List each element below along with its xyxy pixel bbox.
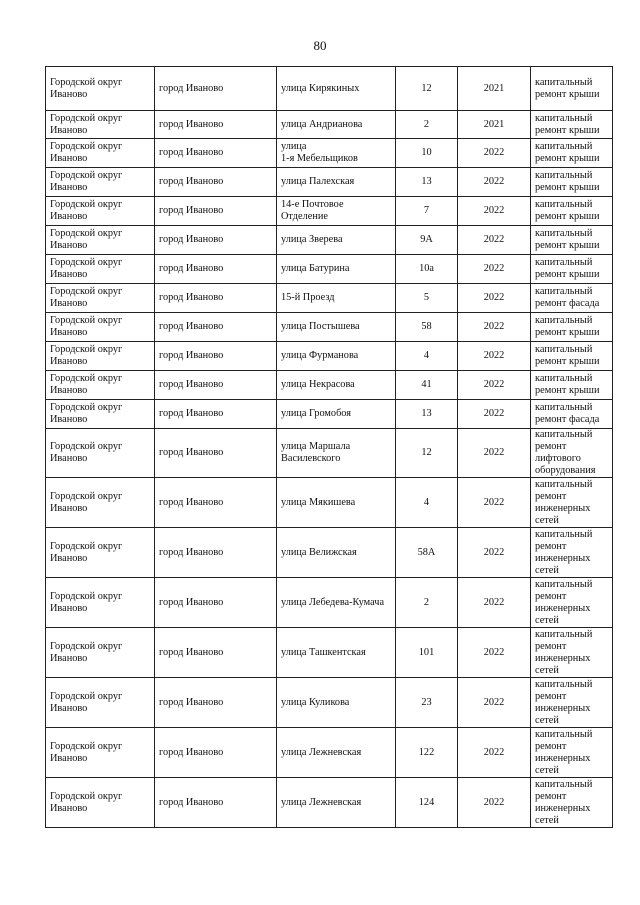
cell-street: улица Маршала Василевского <box>277 429 396 478</box>
cell-okrug: Городской округ Иваново <box>46 139 155 168</box>
cell-street: улица 1-я Мебельщиков <box>277 139 396 168</box>
cell-city: город Иваново <box>155 578 277 628</box>
cell-house: 10а <box>396 255 458 284</box>
cell-house: 5 <box>396 284 458 313</box>
table-row <box>46 628 613 678</box>
table-body <box>46 67 613 828</box>
cell-okrug: Городской округ Иваново <box>46 371 155 400</box>
cell-house: 23 <box>396 678 458 728</box>
cell-house: 2 <box>396 578 458 628</box>
table-row <box>46 111 613 139</box>
cell-work-type: капитальный ремонт крыши <box>531 139 613 168</box>
cell-house: 12 <box>396 429 458 478</box>
cell-work-type: капитальный ремонт крыши <box>531 168 613 197</box>
cell-house: 4 <box>396 478 458 528</box>
cell-house: 12 <box>396 67 458 111</box>
cell-street: улица Андрианова <box>277 111 396 139</box>
cell-work-type: капитальный ремонт крыши <box>531 197 613 226</box>
table-row <box>46 313 613 342</box>
cell-street: улица Куликова <box>277 678 396 728</box>
cell-year: 2022 <box>458 678 531 728</box>
cell-city: город Иваново <box>155 255 277 284</box>
table-row <box>46 400 613 429</box>
table-row <box>46 728 613 778</box>
cell-okrug: Городской округ Иваново <box>46 528 155 578</box>
table-row <box>46 168 613 197</box>
cell-work-type: капитальный ремонт инженерных сетей <box>531 628 613 678</box>
cell-street: улица Лежневская <box>277 778 396 828</box>
cell-city: город Иваново <box>155 400 277 429</box>
cell-city: город Иваново <box>155 111 277 139</box>
cell-year: 2022 <box>458 478 531 528</box>
cell-city: город Иваново <box>155 313 277 342</box>
table-row <box>46 678 613 728</box>
cell-street: улица Велижская <box>277 528 396 578</box>
cell-year: 2022 <box>458 255 531 284</box>
cell-year: 2022 <box>458 226 531 255</box>
table-row <box>46 578 613 628</box>
cell-year: 2022 <box>458 429 531 478</box>
table-row <box>46 255 613 284</box>
cell-work-type: капитальный ремонт крыши <box>531 342 613 371</box>
cell-city: город Иваново <box>155 67 277 111</box>
cell-city: город Иваново <box>155 371 277 400</box>
cell-city: город Иваново <box>155 197 277 226</box>
cell-street: 15-й Проезд <box>277 284 396 313</box>
cell-okrug: Городской округ Иваново <box>46 197 155 226</box>
cell-street: улица Постышева <box>277 313 396 342</box>
cell-year: 2022 <box>458 400 531 429</box>
cell-year: 2022 <box>458 313 531 342</box>
table-row <box>46 528 613 578</box>
cell-city: город Иваново <box>155 778 277 828</box>
cell-city: город Иваново <box>155 342 277 371</box>
cell-okrug: Городской округ Иваново <box>46 226 155 255</box>
cell-street: улица Лежневская <box>277 728 396 778</box>
cell-city: город Иваново <box>155 429 277 478</box>
cell-work-type: капитальный ремонт инженерных сетей <box>531 578 613 628</box>
repair-registry-table <box>45 66 613 828</box>
cell-city: город Иваново <box>155 628 277 678</box>
cell-year: 2022 <box>458 628 531 678</box>
cell-work-type: капитальный ремонт крыши <box>531 226 613 255</box>
cell-street: улица Батурина <box>277 255 396 284</box>
cell-year: 2022 <box>458 371 531 400</box>
cell-house: 101 <box>396 628 458 678</box>
cell-street: улица Лебедева-Кумача <box>277 578 396 628</box>
cell-okrug: Городской округ Иваново <box>46 342 155 371</box>
cell-work-type: капитальный ремонт инженерных сетей <box>531 778 613 828</box>
cell-work-type: капитальный ремонт фасада <box>531 400 613 429</box>
table-row <box>46 429 613 478</box>
cell-year: 2022 <box>458 728 531 778</box>
cell-street: улица Кирякиных <box>277 67 396 111</box>
cell-work-type: капитальный ремонт крыши <box>531 255 613 284</box>
cell-street: улица Некрасова <box>277 371 396 400</box>
cell-okrug: Городской округ Иваново <box>46 778 155 828</box>
cell-okrug: Городской округ Иваново <box>46 429 155 478</box>
cell-house: 9А <box>396 226 458 255</box>
table-row <box>46 778 613 828</box>
table-row <box>46 139 613 168</box>
cell-year: 2022 <box>458 284 531 313</box>
cell-house: 13 <box>396 400 458 429</box>
cell-house: 58А <box>396 528 458 578</box>
cell-year: 2022 <box>458 139 531 168</box>
cell-city: город Иваново <box>155 139 277 168</box>
cell-work-type: капитальный ремонт крыши <box>531 371 613 400</box>
cell-house: 122 <box>396 728 458 778</box>
cell-house: 4 <box>396 342 458 371</box>
cell-street: улица Ташкентская <box>277 628 396 678</box>
cell-house: 7 <box>396 197 458 226</box>
cell-okrug: Городской округ Иваново <box>46 255 155 284</box>
cell-okrug: Городской округ Иваново <box>46 678 155 728</box>
cell-okrug: Городской округ Иваново <box>46 284 155 313</box>
cell-city: город Иваново <box>155 728 277 778</box>
cell-okrug: Городской округ Иваново <box>46 578 155 628</box>
cell-house: 58 <box>396 313 458 342</box>
table-row <box>46 226 613 255</box>
cell-city: город Иваново <box>155 678 277 728</box>
cell-street: улица Фурманова <box>277 342 396 371</box>
cell-work-type: капитальный ремонт фасада <box>531 284 613 313</box>
cell-work-type: капитальный ремонт крыши <box>531 313 613 342</box>
cell-year: 2022 <box>458 197 531 226</box>
cell-work-type: капитальный ремонт инженерных сетей <box>531 728 613 778</box>
cell-okrug: Городской округ Иваново <box>46 168 155 197</box>
cell-work-type: капитальный ремонт лифтового оборудования <box>531 429 613 478</box>
cell-work-type: капитальный ремонт инженерных сетей <box>531 478 613 528</box>
cell-okrug: Городской округ Иваново <box>46 628 155 678</box>
table-row <box>46 371 613 400</box>
cell-house: 10 <box>396 139 458 168</box>
cell-street: улица Зверева <box>277 226 396 255</box>
table-row <box>46 197 613 226</box>
table-row <box>46 342 613 371</box>
table-row <box>46 67 613 111</box>
cell-city: город Иваново <box>155 478 277 528</box>
cell-year: 2021 <box>458 111 531 139</box>
cell-okrug: Городской округ Иваново <box>46 728 155 778</box>
cell-year: 2021 <box>458 67 531 111</box>
cell-house: 2 <box>396 111 458 139</box>
cell-city: город Иваново <box>155 284 277 313</box>
cell-work-type: капитальный ремонт инженерных сетей <box>531 678 613 728</box>
cell-city: город Иваново <box>155 168 277 197</box>
cell-work-type: капитальный ремонт крыши <box>531 111 613 139</box>
cell-house: 13 <box>396 168 458 197</box>
cell-city: город Иваново <box>155 528 277 578</box>
cell-work-type: капитальный ремонт инженерных сетей <box>531 528 613 578</box>
cell-year: 2022 <box>458 578 531 628</box>
cell-okrug: Городской округ Иваново <box>46 400 155 429</box>
cell-okrug: Городской округ Иваново <box>46 111 155 139</box>
cell-city: город Иваново <box>155 226 277 255</box>
cell-okrug: Городской округ Иваново <box>46 67 155 111</box>
cell-year: 2022 <box>458 342 531 371</box>
cell-work-type: капитальный ремонт крыши <box>531 67 613 111</box>
cell-okrug: Городской округ Иваново <box>46 313 155 342</box>
cell-year: 2022 <box>458 528 531 578</box>
cell-year: 2022 <box>458 778 531 828</box>
table-row <box>46 284 613 313</box>
cell-street: улица Мякишева <box>277 478 396 528</box>
cell-street: 14-е Почтовое Отделение <box>277 197 396 226</box>
table-row <box>46 478 613 528</box>
cell-house: 41 <box>396 371 458 400</box>
cell-street: улица Громобоя <box>277 400 396 429</box>
cell-house: 124 <box>396 778 458 828</box>
page-number: 80 <box>313 38 327 53</box>
cell-year: 2022 <box>458 168 531 197</box>
cell-street: улица Палехская <box>277 168 396 197</box>
cell-okrug: Городской округ Иваново <box>46 478 155 528</box>
